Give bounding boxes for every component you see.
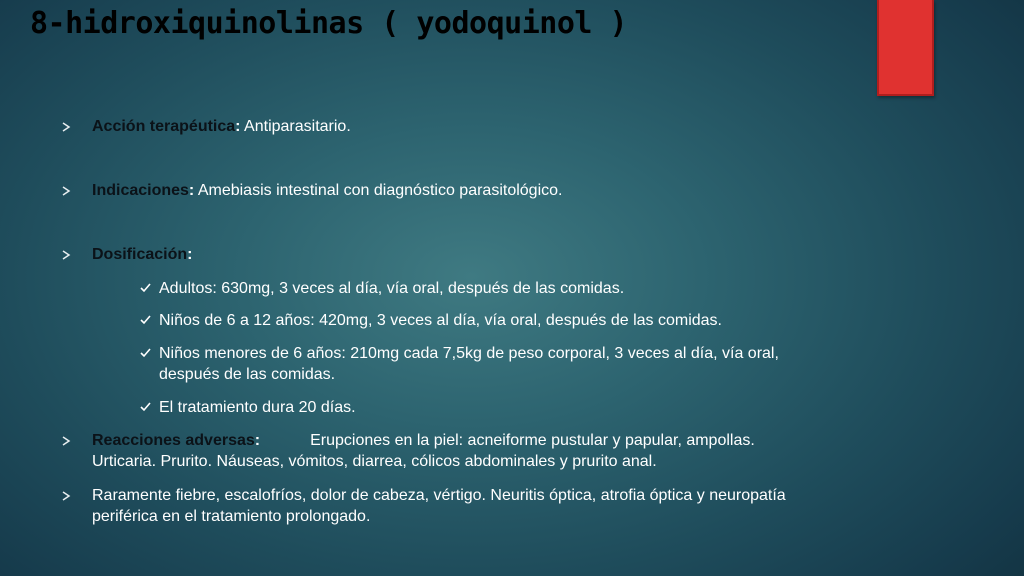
- label-accion-terapeutica: Acción terapéutica: [92, 118, 236, 135]
- label-reacciones-adversas: Reacciones adversas: [92, 432, 255, 449]
- arrow-bullet-icon: [62, 116, 74, 137]
- checkmark-icon: [140, 397, 152, 418]
- slide-title: 8-hidroxiquinolinas ( yodoquinol ): [30, 6, 628, 41]
- accent-bar: [877, 0, 934, 96]
- value-indicaciones: Amebiasis intestinal con diagnóstico parasitológico.: [194, 182, 563, 199]
- arrow-bullet-icon: [62, 485, 74, 506]
- checkmark-icon: [140, 343, 152, 364]
- checkmark-icon: [140, 278, 152, 299]
- value-accion-terapeutica: Antiparasitario.: [240, 118, 351, 135]
- checkmark-icon: [140, 310, 152, 331]
- arrow-bullet-icon: [62, 430, 74, 451]
- label-indicaciones: Indicaciones: [92, 182, 189, 199]
- arrow-bullet-icon: [62, 180, 74, 201]
- label-dosificacion: Dosificación: [92, 246, 188, 263]
- arrow-bullet-icon: [62, 244, 74, 265]
